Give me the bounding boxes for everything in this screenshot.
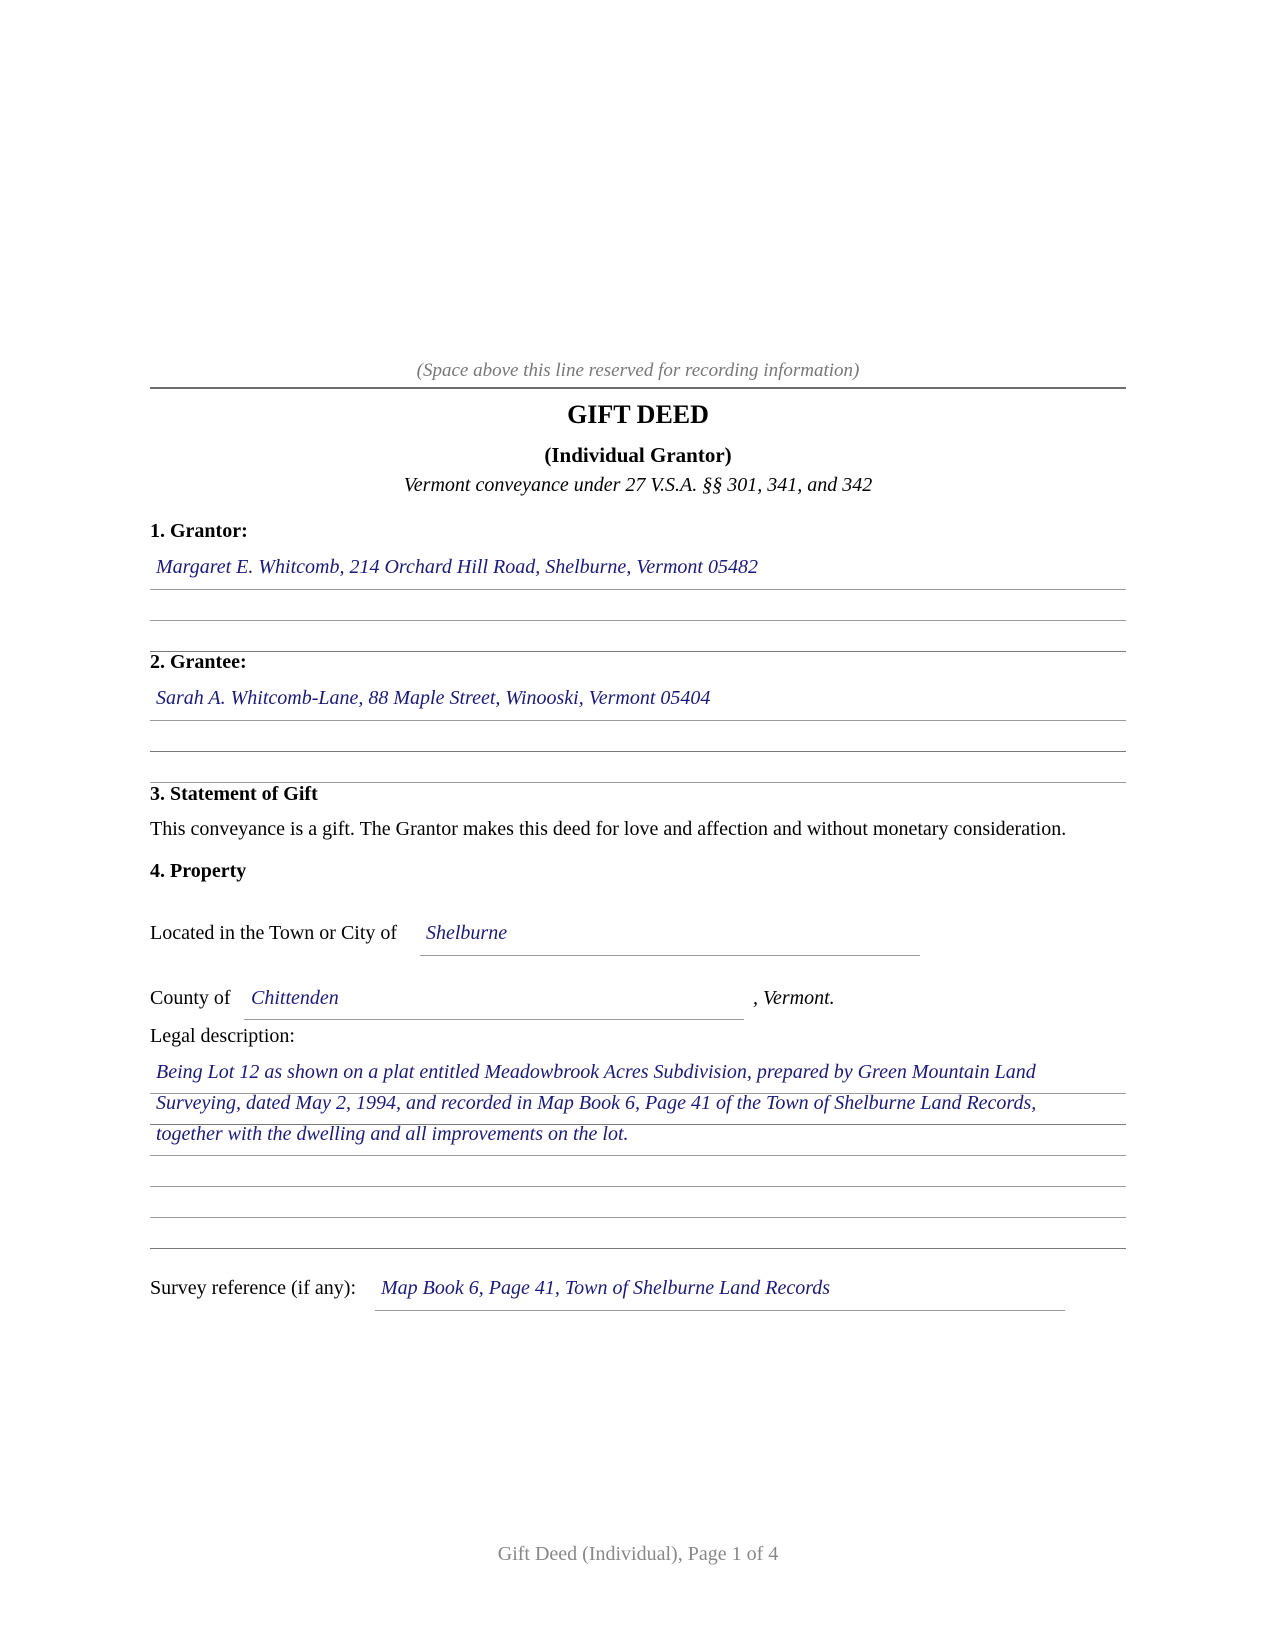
grantee-line-1 (150, 720, 1126, 721)
legal-description-line-2[interactable]: Surveying, dated May 2, 1994, and recorded in Map Book 6, Page 41 of the Town of Shelburne Land Records, (156, 1092, 1037, 1114)
county-line (244, 1019, 744, 1020)
gift-statement: This conveyance is a gift. The Grantor makes this deed for love and affection and without monetary consideration. (150, 818, 1067, 840)
town-field[interactable]: Shelburne (426, 922, 508, 944)
town-label: Located in the Town or City of (150, 922, 398, 944)
legal-rule-4 (150, 1186, 1126, 1187)
document-subtitle: (Individual Grantor) (544, 443, 732, 467)
recording-space-note: (Space above this line reserved for recording information) (416, 360, 860, 381)
town-line (420, 955, 920, 956)
legal-description-line-3[interactable]: together with the dwelling and all improvements on the lot. (156, 1123, 629, 1145)
grantor-field[interactable]: Margaret E. Whitcomb, 214 Orchard Hill Road, Shelburne, Vermont 05482 (156, 556, 758, 578)
county-label: County of (150, 987, 231, 1009)
legal-rule-3 (150, 1155, 1126, 1156)
grantee-field[interactable]: Sarah A. Whitcomb-Lane, 88 Maple Street, Winooski, Vermont 05404 (156, 687, 711, 709)
survey-reference-field[interactable]: Map Book 6, Page 41, Town of Shelburne Land Records (381, 1277, 831, 1299)
legal-rule-5 (150, 1217, 1126, 1218)
state-suffix: , Vermont. (753, 987, 835, 1009)
survey-reference-label: Survey reference (if any): (150, 1277, 356, 1299)
county-field[interactable]: Chittenden (251, 987, 339, 1009)
grantor-line-1 (150, 589, 1126, 590)
legal-description-label: Legal description: (150, 1025, 295, 1047)
document-title: GIFT DEED (567, 400, 709, 429)
statute-reference: Vermont conveyance under 27 V.S.A. §§ 301, 341, and 342 (403, 474, 873, 496)
gift-heading: 3. Statement of Gift (150, 783, 318, 805)
page-footer: Gift Deed (Individual), Page 1 of 4 (497, 1543, 779, 1565)
property-heading: 4. Property (150, 860, 247, 882)
legal-description-line-1[interactable]: Being Lot 12 as shown on a plat entitled Meadowbrook Acres Subdivision, prepared by Green Mountain Land (156, 1061, 1036, 1083)
recording-divider (150, 387, 1126, 389)
grantee-heading: 2. Grantee: (150, 651, 247, 673)
grantor-line-3 (150, 651, 1126, 652)
survey-reference-line (375, 1310, 1065, 1311)
grantor-line-2 (150, 620, 1126, 621)
grantor-heading: 1. Grantor: (150, 520, 248, 542)
legal-rule-6 (150, 1248, 1126, 1249)
grantee-line-2 (150, 751, 1126, 752)
